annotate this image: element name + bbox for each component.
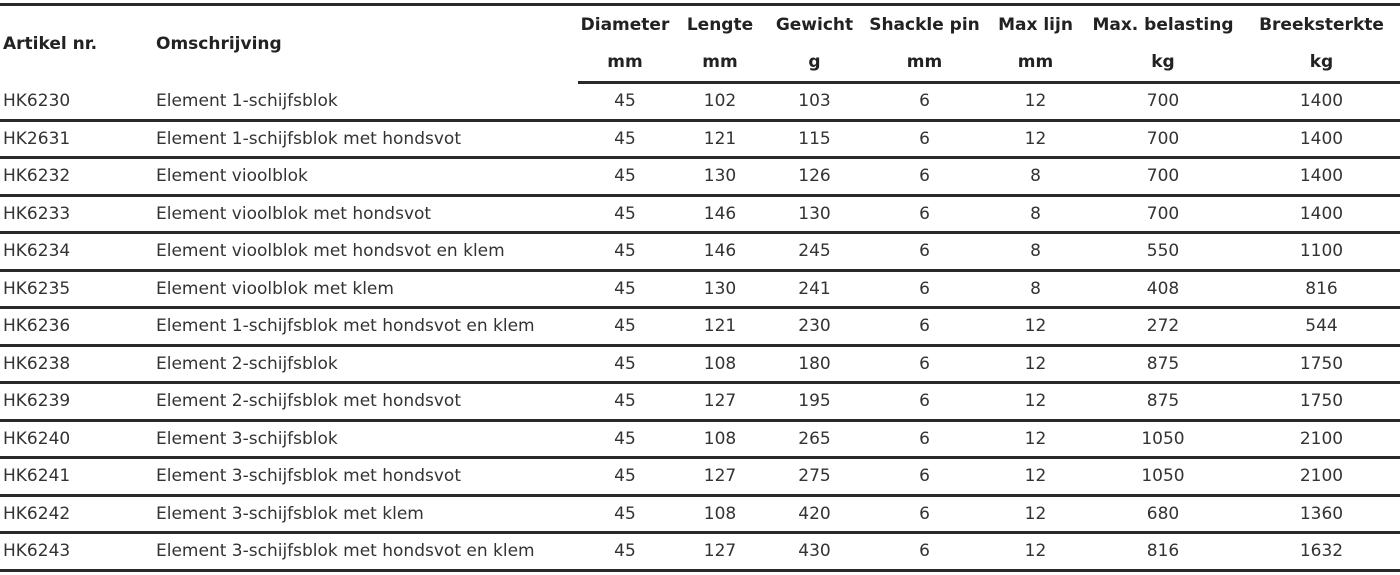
cell-omschrijving: Element 1-schijfsblok met hondsvot en klem xyxy=(153,308,578,346)
header-lengte: Lengte xyxy=(672,5,768,44)
cell-breeksterkte: 1750 xyxy=(1243,383,1400,421)
cell-max-belasting: 408 xyxy=(1083,270,1243,308)
cell-lengte: 108 xyxy=(672,345,768,383)
cell-max-lijn: 12 xyxy=(988,83,1083,121)
header-diameter: Diameter xyxy=(578,5,672,44)
cell-gewicht: 420 xyxy=(768,495,861,533)
cell-max-belasting: 550 xyxy=(1083,233,1243,271)
cell-lengte: 102 xyxy=(672,83,768,121)
cell-diameter: 45 xyxy=(578,345,672,383)
cell-artikel-nr: HK6239 xyxy=(0,383,153,421)
cell-diameter: 45 xyxy=(578,383,672,421)
header-omschrijving: Omschrijving xyxy=(153,5,578,83)
table-row xyxy=(0,383,1400,421)
cell-gewicht: 241 xyxy=(768,270,861,308)
table-body xyxy=(0,83,1400,571)
header-artikel-nr: Artikel nr. xyxy=(0,5,153,83)
cell-artikel-nr: HK2631 xyxy=(0,120,153,158)
cell-lengte: 130 xyxy=(672,158,768,196)
cell-max-lijn: 12 xyxy=(988,495,1083,533)
cell-lengte: 146 xyxy=(672,233,768,271)
header-gewicht: Gewicht xyxy=(768,5,861,44)
cell-max-lijn: 8 xyxy=(988,158,1083,196)
cell-gewicht: 430 xyxy=(768,533,861,571)
cell-max-belasting: 700 xyxy=(1083,83,1243,121)
cell-max-lijn: 8 xyxy=(988,195,1083,233)
cell-breeksterkte: 1400 xyxy=(1243,158,1400,196)
cell-artikel-nr: HK6232 xyxy=(0,158,153,196)
cell-diameter: 45 xyxy=(578,233,672,271)
table-row xyxy=(0,308,1400,346)
cell-gewicht: 245 xyxy=(768,233,861,271)
cell-breeksterkte: 2100 xyxy=(1243,458,1400,496)
cell-omschrijving: Element 3-schijfsblok met hondsvot xyxy=(153,458,578,496)
cell-max-lijn: 8 xyxy=(988,270,1083,308)
cell-diameter: 45 xyxy=(578,420,672,458)
cell-lengte: 121 xyxy=(672,308,768,346)
table-row xyxy=(0,195,1400,233)
table-row xyxy=(0,120,1400,158)
cell-gewicht: 230 xyxy=(768,308,861,346)
cell-diameter: 45 xyxy=(578,195,672,233)
unit-gewicht: g xyxy=(768,43,861,83)
cell-shackle-pin: 6 xyxy=(861,195,988,233)
unit-shackle-pin: mm xyxy=(861,43,988,83)
cell-lengte: 146 xyxy=(672,195,768,233)
header-breeksterkte: Breeksterkte xyxy=(1243,5,1400,44)
cell-omschrijving: Element vioolblok met klem xyxy=(153,270,578,308)
cell-breeksterkte: 1400 xyxy=(1243,83,1400,121)
cell-omschrijving: Element 3-schijfsblok met klem xyxy=(153,495,578,533)
cell-lengte: 121 xyxy=(672,120,768,158)
cell-shackle-pin: 6 xyxy=(861,383,988,421)
header-shackle-pin: Shackle pin xyxy=(861,5,988,44)
table-row xyxy=(0,345,1400,383)
cell-artikel-nr: HK6230 xyxy=(0,83,153,121)
cell-diameter: 45 xyxy=(578,533,672,571)
table-row xyxy=(0,158,1400,196)
cell-breeksterkte: 2100 xyxy=(1243,420,1400,458)
cell-omschrijving: Element 1-schijfsblok xyxy=(153,83,578,121)
cell-gewicht: 115 xyxy=(768,120,861,158)
cell-shackle-pin: 6 xyxy=(861,233,988,271)
cell-omschrijving: Element 2-schijfsblok met hondsvot xyxy=(153,383,578,421)
cell-lengte: 127 xyxy=(672,458,768,496)
table-row xyxy=(0,270,1400,308)
product-spec-table xyxy=(0,3,1400,572)
cell-gewicht: 130 xyxy=(768,195,861,233)
cell-shackle-pin: 6 xyxy=(861,83,988,121)
cell-breeksterkte: 1400 xyxy=(1243,195,1400,233)
cell-diameter: 45 xyxy=(578,495,672,533)
cell-omschrijving: Element 1-schijfsblok met hondsvot xyxy=(153,120,578,158)
cell-shackle-pin: 6 xyxy=(861,420,988,458)
cell-breeksterkte: 544 xyxy=(1243,308,1400,346)
cell-omschrijving: Element vioolblok met hondsvot en klem xyxy=(153,233,578,271)
cell-max-belasting: 1050 xyxy=(1083,458,1243,496)
cell-artikel-nr: HK6233 xyxy=(0,195,153,233)
cell-omschrijving: Element 3-schijfsblok met hondsvot en klem xyxy=(153,533,578,571)
header-max-lijn: Max lijn xyxy=(988,5,1083,44)
cell-breeksterkte: 1100 xyxy=(1243,233,1400,271)
cell-lengte: 127 xyxy=(672,383,768,421)
unit-breeksterkte: kg xyxy=(1243,43,1400,83)
table-row xyxy=(0,233,1400,271)
cell-diameter: 45 xyxy=(578,158,672,196)
cell-breeksterkte: 1632 xyxy=(1243,533,1400,571)
cell-artikel-nr: HK6240 xyxy=(0,420,153,458)
cell-gewicht: 126 xyxy=(768,158,861,196)
header-row-labels xyxy=(0,5,1400,44)
cell-diameter: 45 xyxy=(578,120,672,158)
cell-shackle-pin: 6 xyxy=(861,458,988,496)
cell-max-lijn: 12 xyxy=(988,420,1083,458)
header-max-belasting: Max. belasting xyxy=(1083,5,1243,44)
cell-gewicht: 265 xyxy=(768,420,861,458)
cell-artikel-nr: HK6236 xyxy=(0,308,153,346)
cell-max-lijn: 12 xyxy=(988,345,1083,383)
cell-max-lijn: 8 xyxy=(988,233,1083,271)
cell-max-lijn: 12 xyxy=(988,308,1083,346)
cell-gewicht: 275 xyxy=(768,458,861,496)
cell-shackle-pin: 6 xyxy=(861,120,988,158)
unit-max-lijn: mm xyxy=(988,43,1083,83)
cell-lengte: 127 xyxy=(672,533,768,571)
cell-omschrijving: Element 2-schijfsblok xyxy=(153,345,578,383)
cell-max-belasting: 700 xyxy=(1083,120,1243,158)
cell-lengte: 130 xyxy=(672,270,768,308)
cell-breeksterkte: 1360 xyxy=(1243,495,1400,533)
cell-shackle-pin: 6 xyxy=(861,345,988,383)
cell-gewicht: 195 xyxy=(768,383,861,421)
cell-max-lijn: 12 xyxy=(988,383,1083,421)
cell-diameter: 45 xyxy=(578,83,672,121)
cell-artikel-nr: HK6238 xyxy=(0,345,153,383)
table-row xyxy=(0,533,1400,571)
cell-lengte: 108 xyxy=(672,420,768,458)
cell-breeksterkte: 1400 xyxy=(1243,120,1400,158)
cell-max-belasting: 875 xyxy=(1083,345,1243,383)
cell-breeksterkte: 1750 xyxy=(1243,345,1400,383)
cell-diameter: 45 xyxy=(578,458,672,496)
cell-omschrijving: Element 3-schijfsblok xyxy=(153,420,578,458)
cell-max-belasting: 272 xyxy=(1083,308,1243,346)
cell-max-belasting: 680 xyxy=(1083,495,1243,533)
cell-max-belasting: 700 xyxy=(1083,195,1243,233)
cell-gewicht: 180 xyxy=(768,345,861,383)
cell-diameter: 45 xyxy=(578,270,672,308)
cell-max-lijn: 12 xyxy=(988,120,1083,158)
cell-shackle-pin: 6 xyxy=(861,158,988,196)
unit-lengte: mm xyxy=(672,43,768,83)
cell-max-belasting: 875 xyxy=(1083,383,1243,421)
table-row xyxy=(0,458,1400,496)
unit-max-belasting: kg xyxy=(1083,43,1243,83)
cell-shackle-pin: 6 xyxy=(861,308,988,346)
cell-artikel-nr: HK6241 xyxy=(0,458,153,496)
cell-max-belasting: 1050 xyxy=(1083,420,1243,458)
cell-gewicht: 103 xyxy=(768,83,861,121)
cell-diameter: 45 xyxy=(578,308,672,346)
table-header xyxy=(0,5,1400,83)
table-row xyxy=(0,420,1400,458)
table-row xyxy=(0,83,1400,121)
cell-artikel-nr: HK6235 xyxy=(0,270,153,308)
cell-max-belasting: 816 xyxy=(1083,533,1243,571)
table-row xyxy=(0,495,1400,533)
cell-max-belasting: 700 xyxy=(1083,158,1243,196)
cell-max-lijn: 12 xyxy=(988,533,1083,571)
cell-max-lijn: 12 xyxy=(988,458,1083,496)
cell-omschrijving: Element vioolblok met hondsvot xyxy=(153,195,578,233)
cell-shackle-pin: 6 xyxy=(861,495,988,533)
cell-breeksterkte: 816 xyxy=(1243,270,1400,308)
cell-artikel-nr: HK6243 xyxy=(0,533,153,571)
cell-artikel-nr: HK6234 xyxy=(0,233,153,271)
cell-shackle-pin: 6 xyxy=(861,533,988,571)
unit-diameter: mm xyxy=(578,43,672,83)
cell-artikel-nr: HK6242 xyxy=(0,495,153,533)
cell-shackle-pin: 6 xyxy=(861,270,988,308)
cell-omschrijving: Element vioolblok xyxy=(153,158,578,196)
cell-lengte: 108 xyxy=(672,495,768,533)
